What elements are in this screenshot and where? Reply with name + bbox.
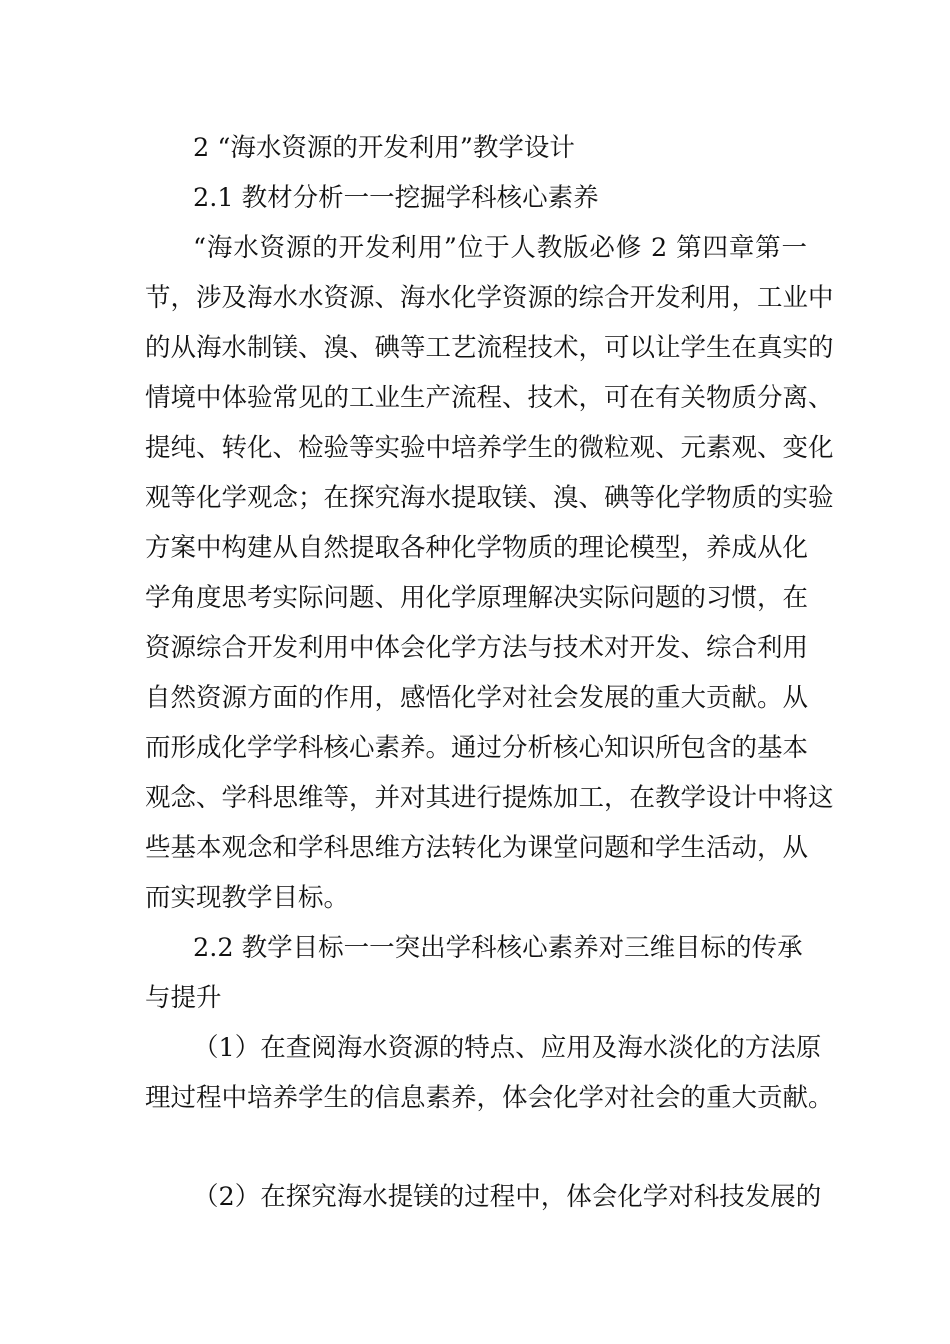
goal-2-line: （2）在探究海水提镁的过程中，体会化学对科技发展的 — [193, 1182, 822, 1212]
paragraph-line: 资源综合开发利用中体会化学方法与技术对开发、综合利用 — [145, 633, 809, 663]
paragraph-line: “海水资源的开发利用”位于人教版必修 2 第四章第一 — [193, 233, 807, 263]
subsection-heading-2-2: 2.2 教学目标一一突出学科核心素养对三维目标的传承 — [193, 933, 803, 963]
paragraph-line: 而实现教学目标。 — [145, 883, 350, 913]
goal-1-line: 理过程中培养学生的信息素养，体会化学对社会的重大贡献。 — [145, 1083, 834, 1113]
paragraph-line: 节，涉及海水水资源、海水化学资源的综合开发利用，工业中 — [145, 283, 834, 313]
paragraph-line: 些基本观念和学科思维方法转化为课堂问题和学生活动，从 — [145, 833, 809, 863]
paragraph-line: 观等化学观念；在探究海水提取镁、溴、碘等化学物质的实验 — [145, 483, 834, 513]
paragraph-line: 情境中体验常见的工业生产流程、技术，可在有关物质分离、 — [145, 383, 834, 413]
paragraph-line: 自然资源方面的作用，感悟化学对社会发展的重大贡献。从 — [145, 683, 809, 713]
section-heading: 2 “海水资源的开发利用”教学设计 — [193, 133, 575, 163]
paragraph-line: 观念、学科思维等，并对其进行提炼加工，在教学设计中将这 — [145, 783, 834, 813]
paragraph-line: 的从海水制镁、溴、碘等工艺流程技术，可以让学生在真实的 — [145, 333, 834, 363]
goal-1-line: （1）在查阅海水资源的特点、应用及海水淡化的方法原 — [193, 1033, 822, 1063]
paragraph-line: 提纯、转化、检验等实验中培养学生的微粒观、元素观、变化 — [145, 433, 834, 463]
paragraph-line: 而形成化学学科核心素养。通过分析核心知识所包含的基本 — [145, 733, 809, 763]
subsection-heading-2-1: 2.1 教材分析一一挖掘学科核心素养 — [193, 183, 599, 213]
paragraph-line: 方案中构建从自然提取各种化学物质的理论模型，养成从化 — [145, 533, 809, 563]
subsection-heading-2-2-continued: 与提升 — [145, 983, 222, 1013]
paragraph-line: 学角度思考实际问题、用化学原理解决实际问题的习惯，在 — [145, 583, 809, 613]
